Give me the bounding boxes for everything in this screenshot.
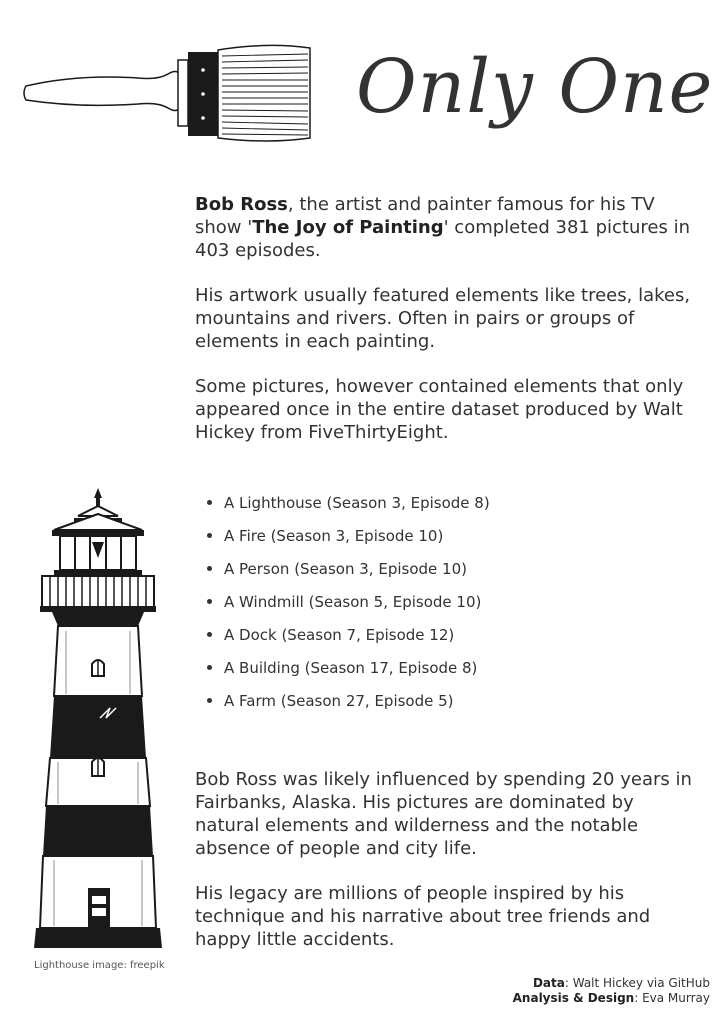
design-credit xyxy=(513,991,710,1006)
outro-paragraph-2: His legacy are millions of people inspired by his technique and his narrative about tree friends and happy little accidents. xyxy=(195,883,651,950)
bullet-icon xyxy=(207,566,212,571)
outro-text xyxy=(195,768,700,973)
list-item-label: A Dock (Season 7, Episode 12) xyxy=(224,626,455,644)
intro-paragraph-2: His artwork usually featured elements like trees, lakes, mountains and rivers. Often in pairs or groups of elements in each painting. xyxy=(195,285,691,352)
intro-paragraph-3: Some pictures, however contained elements that only appeared once in the entire dataset produced by Walt Hickey from FiveThirtyEight. xyxy=(195,376,684,443)
bullet-icon xyxy=(207,698,212,703)
list-item xyxy=(203,492,683,514)
data-credit-value: : Walt Hickey via GitHub xyxy=(564,976,710,990)
data-credit xyxy=(513,976,710,991)
bullet-icon xyxy=(207,533,212,538)
list-item xyxy=(203,591,683,613)
list-item xyxy=(203,624,683,646)
intro-paragraph-1 xyxy=(195,193,700,262)
show-name: The Joy of Painting xyxy=(252,217,444,238)
bullet-icon xyxy=(207,599,212,604)
intro-text-a: , the artist and painter famous for his TV show ' xyxy=(195,194,655,238)
list-item-label: A Person (Season 3, Episode 10) xyxy=(224,560,467,578)
design-credit-label: Analysis & Design xyxy=(512,991,635,1005)
list-item xyxy=(203,657,683,679)
list-item-label: A Fire (Season 3, Episode 10) xyxy=(224,527,444,545)
credits xyxy=(513,976,710,1006)
lighthouse-illustration xyxy=(30,486,165,954)
data-credit-label: Data xyxy=(532,976,565,990)
list-item-label: A Building (Season 17, Episode 8) xyxy=(224,659,478,677)
list-item xyxy=(203,525,683,547)
outro-paragraph-1: Bob Ross was likely influenced by spending 20 years in Fairbanks, Alaska. His pictures are dominated by natural elements and wilderness and the notable absence of people and city life. xyxy=(195,769,692,859)
list-item xyxy=(203,690,683,712)
artist-name: Bob Ross xyxy=(195,194,288,215)
list-item-label: A Lighthouse (Season 3, Episode 8) xyxy=(224,494,490,512)
bullet-icon xyxy=(207,665,212,670)
design-credit-value: : Eva Murray xyxy=(634,991,710,1005)
page-title: Only One xyxy=(356,44,714,130)
list-item-label: A Windmill (Season 5, Episode 10) xyxy=(224,593,482,611)
image-credit: Lighthouse image: freepik xyxy=(34,960,165,971)
intro-text xyxy=(195,193,700,466)
paintbrush-icon xyxy=(18,38,318,148)
list-item-label: A Farm (Season 27, Episode 5) xyxy=(224,692,454,710)
bullet-icon xyxy=(207,632,212,637)
bullet-icon xyxy=(207,500,212,505)
intro-text-b: ' completed 381 pictures in 403 episodes. xyxy=(195,217,690,261)
list-item xyxy=(203,558,683,580)
unique-elements-list xyxy=(203,492,683,723)
